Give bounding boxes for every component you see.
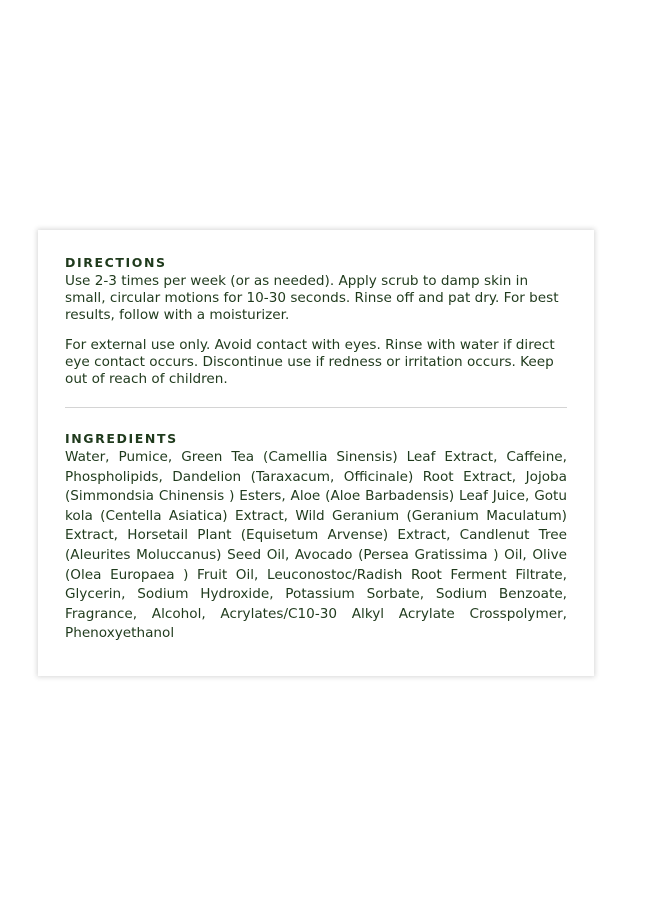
ingredients-heading: INGREDIENTS [65, 431, 178, 446]
directions-section [65, 255, 567, 388]
section-divider [65, 407, 567, 408]
ingredients-list-text: Water, Pumice, Green Tea (Camellia Sinensis) Leaf Extract, Caffeine, Phospholipids, Dandelion (Taraxacum, Officinale) Root Extract, Jojoba (Simmondsia Chinensis ) Esters, Aloe (Aloe Barbadensis) Leaf Juice, Gotu kola (Centella Asiatica) Extract, Wild Geranium (Geranium Maculatum) Extract, Horsetail Plant (Equisetum Arvense) Extract, Candlenut Tree (Aleurites Moluccanus) Seed Oil, Avocado (Persea Gratissima ) Oil, Olive (Olea Europaea ) Fruit Oil, Leuconostoc/Radish Root Ferment Filtrate, Glycerin, Sodium Hydroxide, Potassium Sorbate, Sodium Benzoate, Fragrance, Alcohol, Acrylates/C10-30 Alkyl Acrylate Crosspolymer, Phenoxyethanol [65, 449, 567, 642]
directions-warning-text: For external use only. Avoid contact with eyes. Rinse with water if direct eye contact occurs. Discontinue use if redness or irritation occurs. Keep out of reach of children. [65, 337, 555, 387]
directions-heading: DIRECTIONS [65, 255, 167, 270]
directions-usage-text: Use 2-3 times per week (or as needed). Apply scrub to damp skin in small, circular motions for 10-30 seconds. Rinse off and pat dry. For best results, follow with a moisturizer. [65, 273, 559, 323]
product-label-card [38, 230, 594, 676]
ingredients-section [65, 431, 567, 644]
